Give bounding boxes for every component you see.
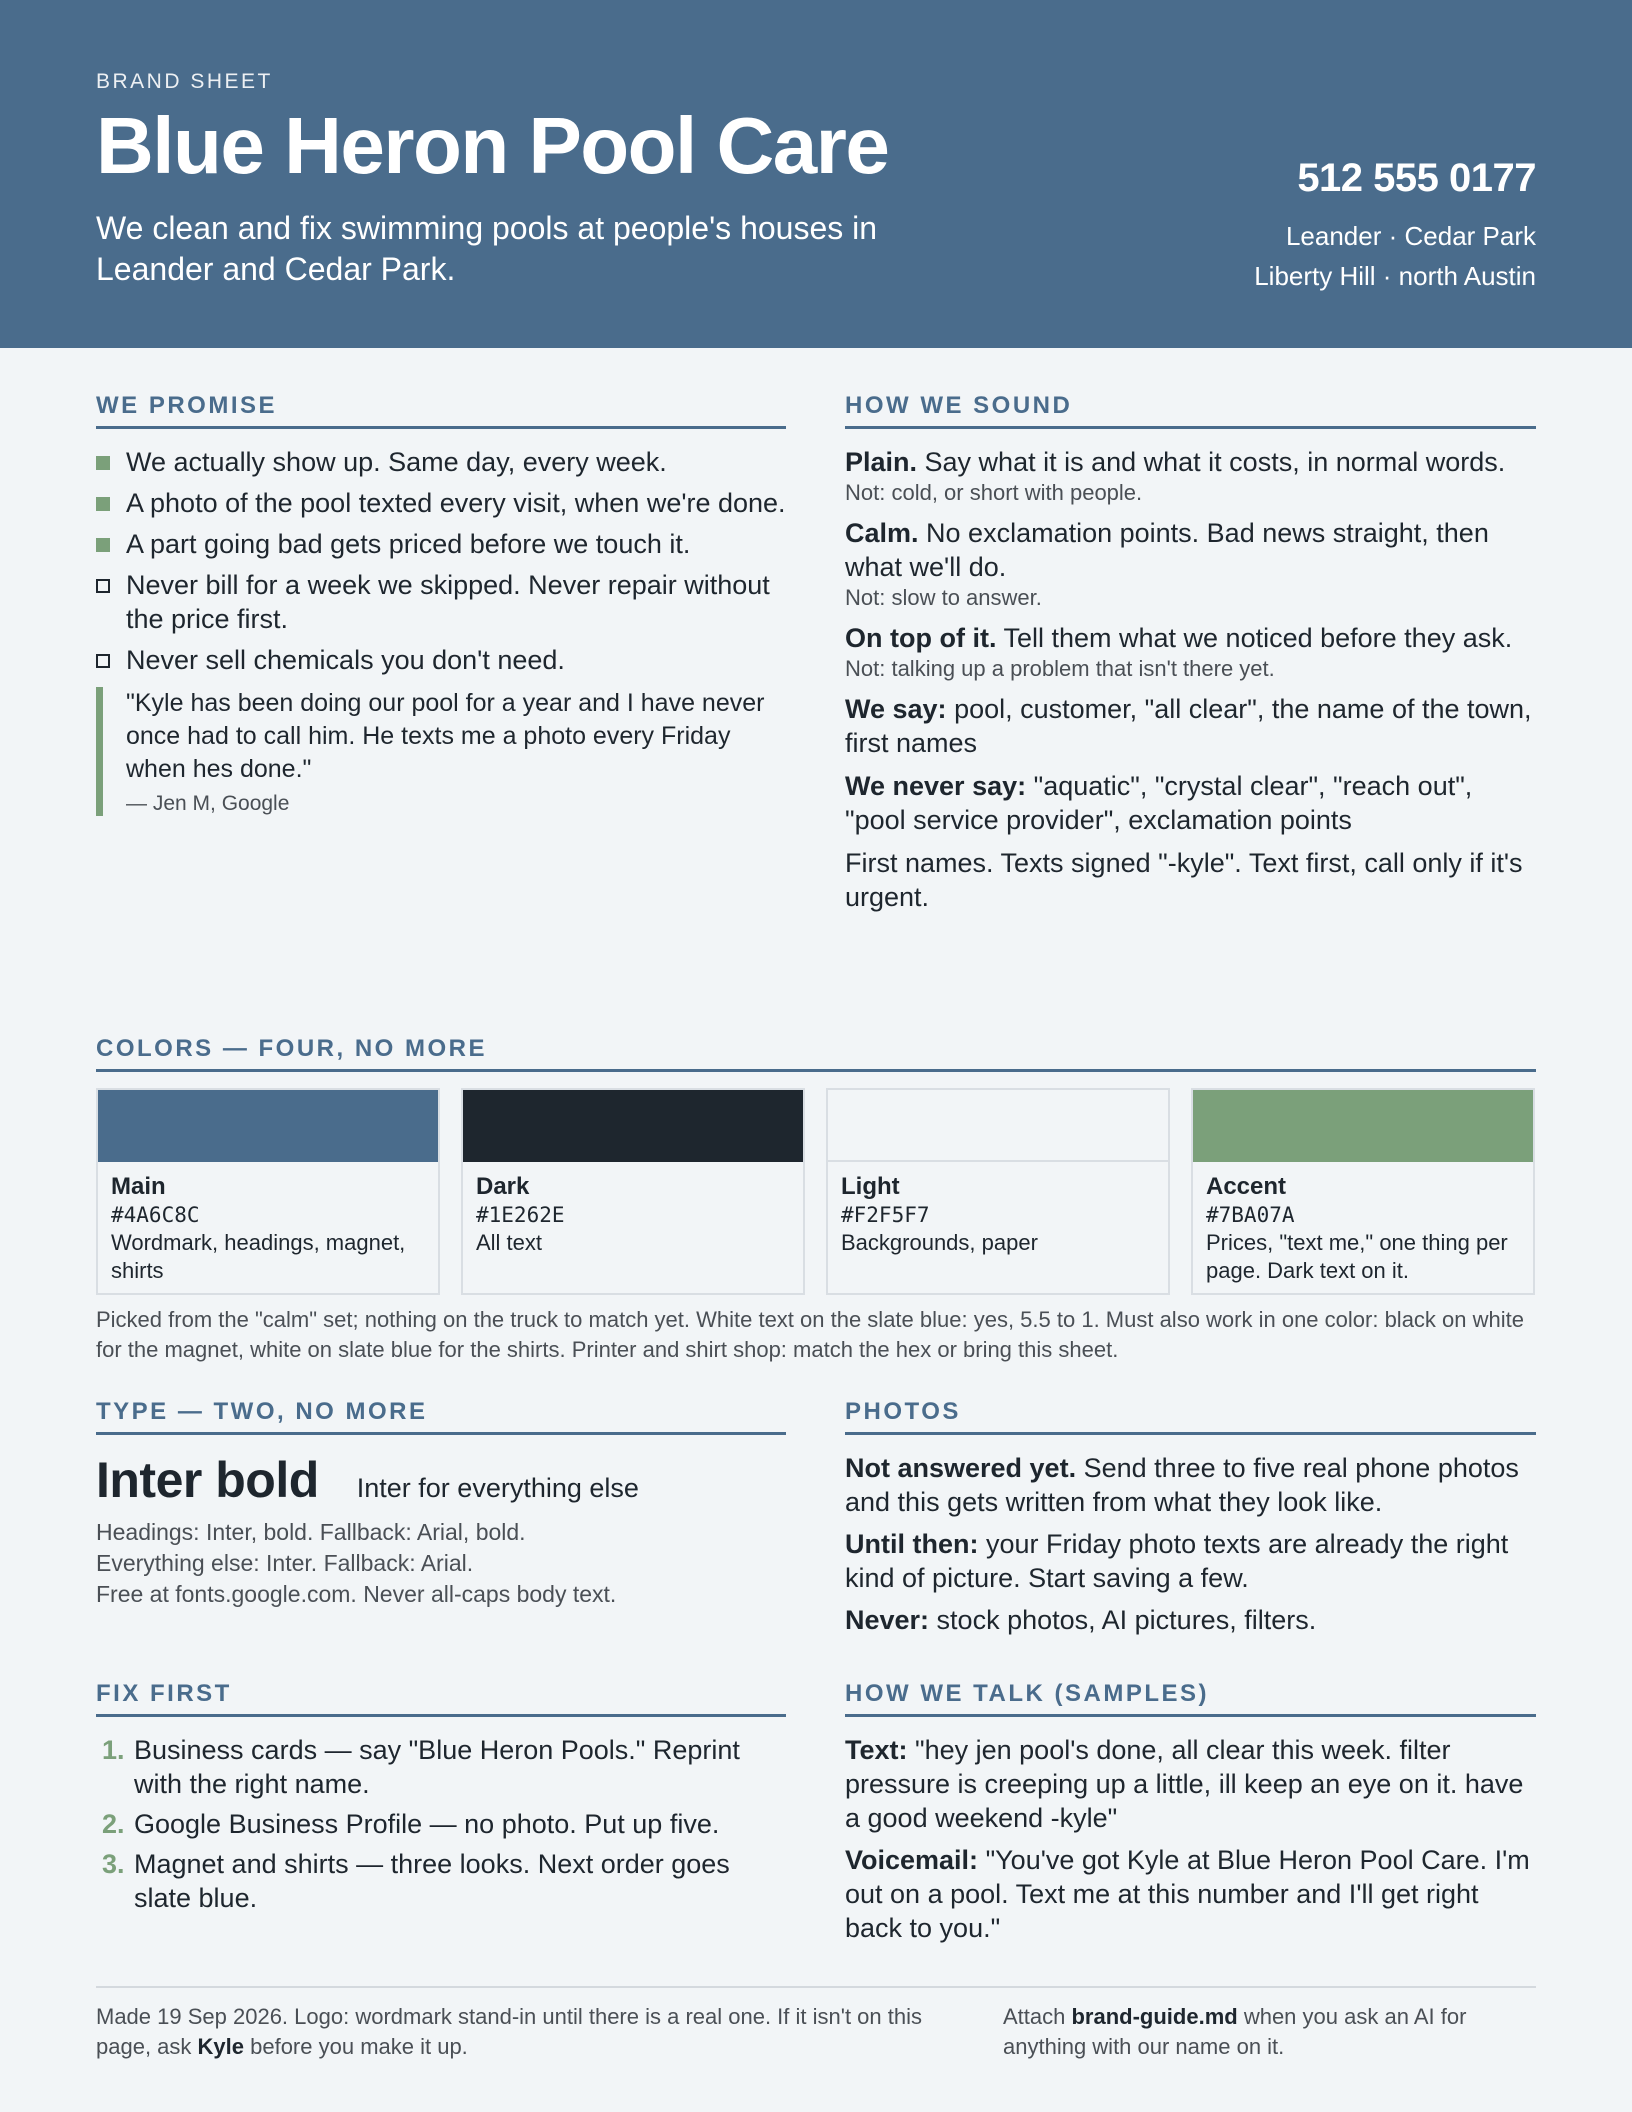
tagline: We clean and fix swimming pools at people's houses in Leander and Cedar Park.	[96, 210, 878, 287]
swatch-hex: #4A6C8C	[111, 1203, 200, 1227]
contact-block	[1254, 158, 1536, 296]
voice-trait	[845, 445, 1536, 507]
swatch-name: Main	[111, 1173, 166, 1200]
list-item-text: Never bill for a week we skipped. Never repair without the price first.	[126, 570, 770, 634]
type-specimen	[96, 1451, 786, 1509]
list-item-text: Business cards — say "Blue Heron Pools." Reprint with the right name.	[134, 1735, 740, 1799]
swatch-name: Dark	[476, 1173, 530, 1200]
section-title: COLORS — FOUR, NO MORE	[96, 1035, 1536, 1072]
list-item	[96, 527, 786, 561]
list-item	[96, 445, 786, 479]
list-item-text: Google Business Profile — no photo. Put up five.	[134, 1809, 720, 1839]
footer-contact-name: Kyle	[197, 2034, 244, 2059]
section-title: TYPE — TWO, NO MORE	[96, 1398, 786, 1435]
swatch-main	[96, 1088, 440, 1295]
swatch-row	[96, 1088, 1536, 1295]
swatch-accent	[1191, 1088, 1535, 1295]
promise-section	[96, 392, 786, 816]
we-never-say-label: We never say:	[845, 771, 1027, 801]
list-item	[96, 568, 786, 636]
rule-text: Send three to five real phone photos and this gets written from what they look like.	[845, 1453, 1519, 1517]
type-section	[96, 1398, 786, 1610]
sound-section	[845, 392, 1536, 914]
trait-text: No exclamation points. Bad news straight, then what we'll do.	[845, 518, 1489, 582]
list-item	[96, 1807, 786, 1841]
photo-rule	[845, 1603, 1536, 1637]
footer-note	[96, 2002, 976, 2062]
swatch-use: Wordmark, headings, magnet, shirts	[111, 1230, 406, 1283]
section-title: FIX FIRST	[96, 1680, 786, 1717]
sample-text: "hey jen pool's done, all clear this week. filter pressure is creeping up a little, ill keep an eye on it. have a good weekend -kyle"	[845, 1735, 1524, 1833]
type-note: Headings: Inter, bold. Fallback: Arial, bold.	[96, 1519, 526, 1545]
rule-text: stock photos, AI pictures, filters.	[929, 1605, 1317, 1635]
sample-text: "You've got Kyle at Blue Heron Pool Care. I'm out on a pool. Text me at this number and I'll get right back to you."	[845, 1845, 1530, 1943]
rule-label: Until then:	[845, 1529, 979, 1559]
sample-label: Voicemail:	[845, 1845, 979, 1875]
swatch-hex: #1E262E	[476, 1203, 565, 1227]
footer-text: Made 19 Sep 2026. Logo: wordmark stand-in until there is a real one. If it isn't on this page, ask	[96, 2004, 922, 2059]
rule-label: Never:	[845, 1605, 930, 1635]
type-note: Everything else: Inter. Fallback: Arial.	[96, 1550, 474, 1576]
filled-square-icon	[96, 538, 110, 552]
quote-text: "Kyle has been doing our pool for a year and I have never once had to call him. He texts me a photo every Friday when hes done."	[126, 689, 765, 783]
testimonial-quote	[96, 687, 786, 816]
hollow-square-icon	[96, 579, 110, 593]
trait-not: Not: slow to answer.	[845, 585, 1042, 610]
photos-section	[845, 1398, 1536, 1645]
filled-square-icon	[96, 497, 110, 511]
swatch-hex: #7BA07A	[1206, 1203, 1295, 1227]
section-title: WE PROMISE	[96, 392, 786, 429]
swatch-name: Light	[841, 1173, 900, 1200]
list-item	[96, 1733, 786, 1801]
list-item-text: Never sell chemicals you don't need.	[126, 645, 565, 675]
swatch-light	[826, 1088, 1170, 1295]
eyebrow-label: BRAND SHEET	[96, 70, 273, 93]
voice-traits	[845, 445, 1536, 914]
footer-filename: brand-guide.md	[1071, 2004, 1238, 2029]
we-never-say-text: "aquatic", "crystal clear", "reach out", "pool service provider", exclamation points	[845, 771, 1473, 835]
filled-square-icon	[96, 456, 110, 470]
trait-label: Calm.	[845, 518, 919, 548]
footer-ai-note	[1003, 2002, 1536, 2062]
color-chip	[463, 1090, 803, 1162]
footer-text: Attach	[1003, 2004, 1072, 2029]
service-areas-line-2: Liberty Hill · north Austin	[1254, 261, 1536, 291]
color-chip	[828, 1090, 1168, 1162]
photo-rule	[845, 1527, 1536, 1595]
page-footer	[96, 1986, 1536, 2059]
list-item-text: A part going bad gets priced before we touch it.	[126, 529, 691, 559]
swatch-use: Backgrounds, paper	[841, 1230, 1038, 1255]
talk-sample	[845, 1733, 1536, 1835]
rule-label: Not answered yet.	[845, 1453, 1077, 1483]
type-note: Free at fonts.google.com. Never all-caps body text.	[96, 1581, 617, 1607]
list-item	[96, 486, 786, 520]
color-note: Picked from the "calm" set; nothing on the truck to match yet. White text on the slate blue: yes, 5.5 to 1. Must also work in one color: black on white for the magnet, white on slate blue for the shirts. Printer and shirt shop: match the hex or bring this sheet.	[96, 1307, 1524, 1362]
we-say-text: pool, customer, "all clear", the name of the town, first names	[845, 694, 1532, 758]
sample-label: Text:	[845, 1735, 908, 1765]
phone-number: 512 555 0177	[1297, 156, 1536, 200]
talk-sample	[845, 1843, 1536, 1945]
hollow-square-icon	[96, 654, 110, 668]
swatch-hex: #F2F5F7	[841, 1203, 930, 1227]
swatch-use: All text	[476, 1230, 543, 1255]
talk-section	[845, 1680, 1536, 1953]
trait-not: Not: cold, or short with people.	[845, 480, 1143, 505]
rule-text: your Friday photo texts are already the right kind of picture. Start saving a few.	[845, 1529, 1509, 1593]
sound-closing: First names. Texts signed "-kyle". Text first, call only if it's urgent.	[845, 848, 1523, 912]
voice-trait	[845, 516, 1536, 612]
we-say	[845, 692, 1536, 760]
list-item	[96, 643, 786, 677]
list-item-text: A photo of the pool texted every visit, when we're done.	[126, 488, 786, 518]
swatch-use: Prices, "text me," one thing per page. Dark text on it.	[1206, 1230, 1508, 1283]
fix-first-section	[96, 1680, 786, 1921]
section-title: HOW WE TALK (SAMPLES)	[845, 1680, 1536, 1717]
trait-text: Tell them what we noticed before they ask.	[996, 623, 1513, 653]
footer-text: before you make it up.	[244, 2034, 468, 2059]
type-notes	[96, 1517, 786, 1610]
promise-list	[96, 445, 786, 677]
trait-not: Not: talking up a problem that isn't there yet.	[845, 656, 1275, 681]
item-number: 1.	[102, 1735, 125, 1765]
regular-specimen: Inter for everything else	[356, 1473, 639, 1503]
swatch-dark	[461, 1088, 805, 1295]
item-number: 3.	[102, 1849, 125, 1879]
page-header	[0, 0, 1632, 348]
wordmark: Blue Heron Pool Care	[96, 101, 889, 190]
swatch-name: Accent	[1206, 1173, 1287, 1200]
footer-text: when you ask an AI for anything with our name on it.	[1003, 2004, 1467, 2059]
service-areas	[1254, 216, 1536, 296]
fix-list	[96, 1733, 786, 1915]
trait-label: On top of it.	[845, 623, 997, 653]
list-item-text: We actually show up. Same day, every week.	[126, 447, 667, 477]
section-title: HOW WE SOUND	[845, 392, 1536, 429]
trait-text: Say what it is and what it costs, in normal words.	[917, 447, 1506, 477]
trait-label: Plain.	[845, 447, 918, 477]
we-say-label: We say:	[845, 694, 947, 724]
service-areas-line-1: Leander · Cedar Park	[1285, 221, 1536, 251]
section-title: PHOTOS	[845, 1398, 1536, 1435]
item-number: 2.	[102, 1809, 125, 1839]
list-item-text: Magnet and shirts — three looks. Next order goes slate blue.	[134, 1849, 730, 1913]
colors-section	[96, 1035, 1536, 1365]
bold-specimen: Inter bold	[96, 1452, 319, 1508]
voice-trait	[845, 621, 1536, 683]
photo-rule	[845, 1451, 1536, 1519]
color-chip	[98, 1090, 438, 1162]
list-item	[96, 1847, 786, 1915]
color-chip	[1193, 1090, 1533, 1162]
we-never-say	[845, 769, 1536, 837]
quote-source: — Jen M, Google	[126, 792, 290, 815]
